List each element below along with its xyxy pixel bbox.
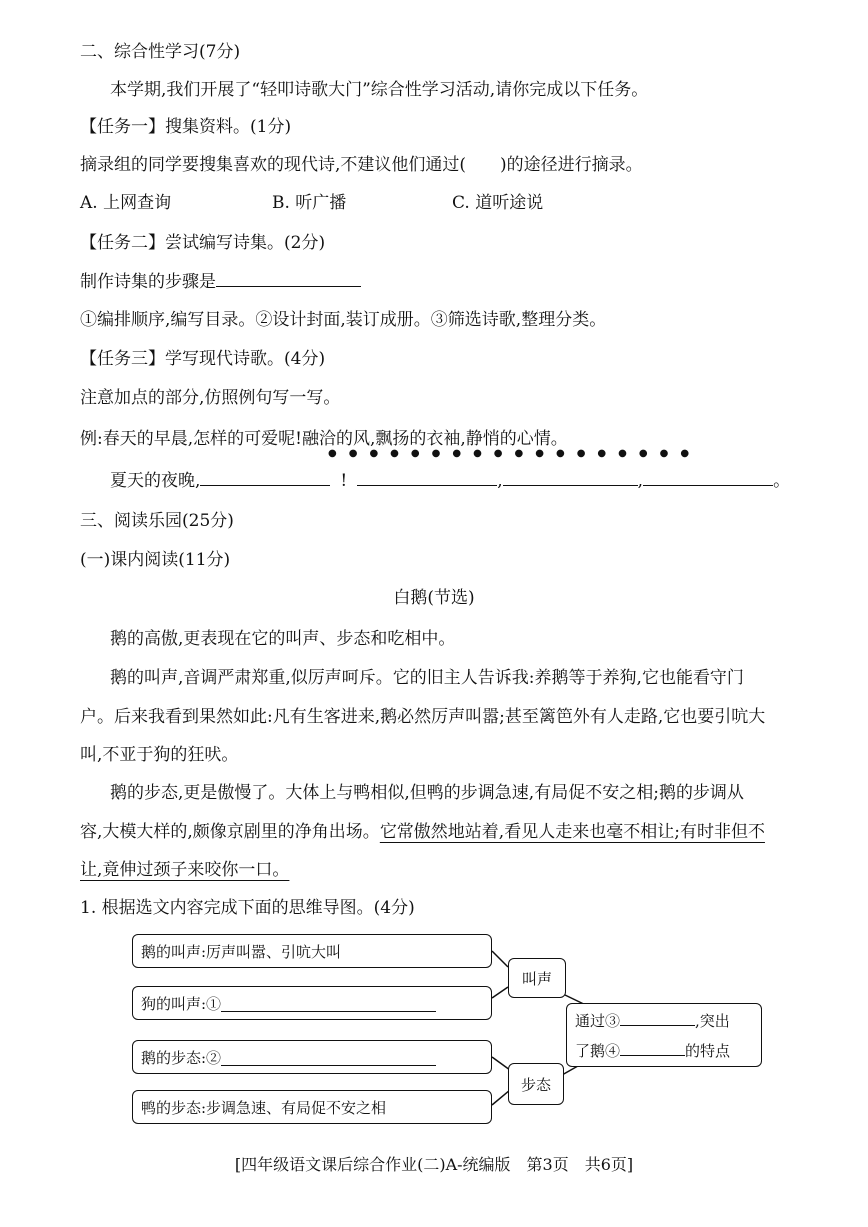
mindmap-box-dog-call: [132, 986, 492, 1020]
section2-heading: 二、综合性学习(7分): [80, 42, 241, 62]
section2-intro: 本学期,我们开展了“轻叩诗歌大门”综合性学习活动,请你完成以下任务。: [110, 80, 649, 100]
passage-p2-line1: 鹅的叫声,音调严肃郑重,似厉声呵斥。它的旧主人告诉我:养鹅等于养狗,它也能看守门: [110, 668, 744, 688]
task1-question: 摘录组的同学要搜集喜欢的现代诗,不建议他们通过( )的途径进行摘录。: [80, 155, 643, 175]
answer-blank: [620, 1039, 685, 1056]
passage-p3-line1: 鹅的步态,更是傲慢了。大体上与鸭相似,但鸭的步调急速,有局促不安之相;鹅的步调从: [110, 783, 744, 803]
section3-heading: 三、阅读乐园(25分): [80, 511, 234, 531]
connector: [492, 987, 508, 998]
mindmap-text: 通过③: [575, 1012, 621, 1030]
task3-prompt: 夏天的夜晚,: [110, 471, 201, 491]
passage-p2-line3: 叫,不亚于狗的狂吠。: [80, 745, 239, 765]
connector: [492, 951, 508, 967]
mindmap-node-gait: [508, 1063, 564, 1105]
answer-blank: [221, 1049, 436, 1066]
underlined-sentence: 它常傲然地站着,看见人走来也毫不相让;有时非但不: [379, 822, 765, 842]
mindmap-text: 的特点: [685, 1042, 731, 1060]
task3-sep1: !: [340, 471, 348, 491]
mindmap-text: 了鹅④: [575, 1042, 621, 1060]
summary-line1: [575, 1009, 730, 1031]
mindmap-box-goose-call: [132, 934, 492, 968]
task3-sep3: ,: [637, 471, 644, 491]
task2-steps: ①编排顺序,编写目录。②设计封面,装订成册。③筛选诗歌,整理分类。: [80, 310, 607, 330]
task1-option-c: C. 道听途说: [452, 193, 544, 213]
passage-p1: 鹅的高傲,更表现在它的叫声、步态和吃相中。: [110, 629, 456, 649]
task1-option-b: B. 听广播: [272, 193, 347, 213]
emphasis-dots: ●●●●●●●●●●●●●●●●●●: [328, 448, 702, 459]
summary-line2: [575, 1039, 730, 1061]
task3-instruction: 注意加点的部分,仿照例句写一写。: [80, 388, 341, 408]
task3-end: 。: [773, 471, 791, 491]
section3-sub1: (一)课内阅读(11分): [80, 550, 231, 570]
mindmap-text: 鹅的步态:②: [141, 1048, 222, 1067]
mindmap-box-goose-gait: [132, 1040, 492, 1074]
mindmap-node-call: [508, 958, 566, 998]
task3-example: 例:春天的早晨,怎样的可爱呢!融洽的风,飘扬的衣袖,静悄的心情。: [80, 429, 568, 449]
mindmap-text: 叫声: [521, 969, 552, 988]
task3-title: 【任务三】学写现代诗歌。(4分): [80, 349, 326, 369]
task2-question-text: 制作诗集的步骤是: [80, 272, 216, 292]
answer-blank: [620, 1009, 695, 1026]
task2-title: 【任务二】尝试编写诗集。(2分): [80, 233, 326, 253]
mindmap-text: 鹅的叫声:厉声叫嚣、引吭大叫: [141, 942, 342, 961]
task1-option-a: A. 上网查询: [80, 193, 172, 213]
mindmap-text: 步态: [520, 1075, 551, 1094]
mindmap-text: ,突出: [695, 1012, 730, 1030]
mindmap-text: 鸭的步态:步调急速、有局促不安之相: [141, 1098, 387, 1117]
mindmap-summary-box: [566, 1003, 762, 1067]
passage-p2-line2: 户。后来我看到果然如此:凡有生客进来,鹅必然厉声叫嚣;甚至篱笆外有人走路,它也要引吭大: [80, 707, 766, 727]
answer-blank: [221, 995, 436, 1012]
mindmap-text: 狗的叫声:①: [141, 994, 222, 1013]
question-1: 1. 根据选文内容完成下面的思维导图。(4分): [80, 898, 415, 918]
task1-title: 【任务一】搜集资料。(1分): [80, 117, 292, 137]
page-footer: [四年级语文课后综合作业(二)A-统编版 第3页 共6页]: [234, 1155, 634, 1174]
mindmap-box-duck-gait: [132, 1090, 492, 1124]
task3-sep2: ,: [497, 471, 503, 491]
passage-title: 白鹅(节选): [393, 588, 475, 608]
passage-p3-line2a: 容,大模大样的,颇像京剧里的净角出场。: [80, 822, 380, 842]
underlined-sentence: 让,竟伸过颈子来咬你一口。: [80, 860, 290, 880]
